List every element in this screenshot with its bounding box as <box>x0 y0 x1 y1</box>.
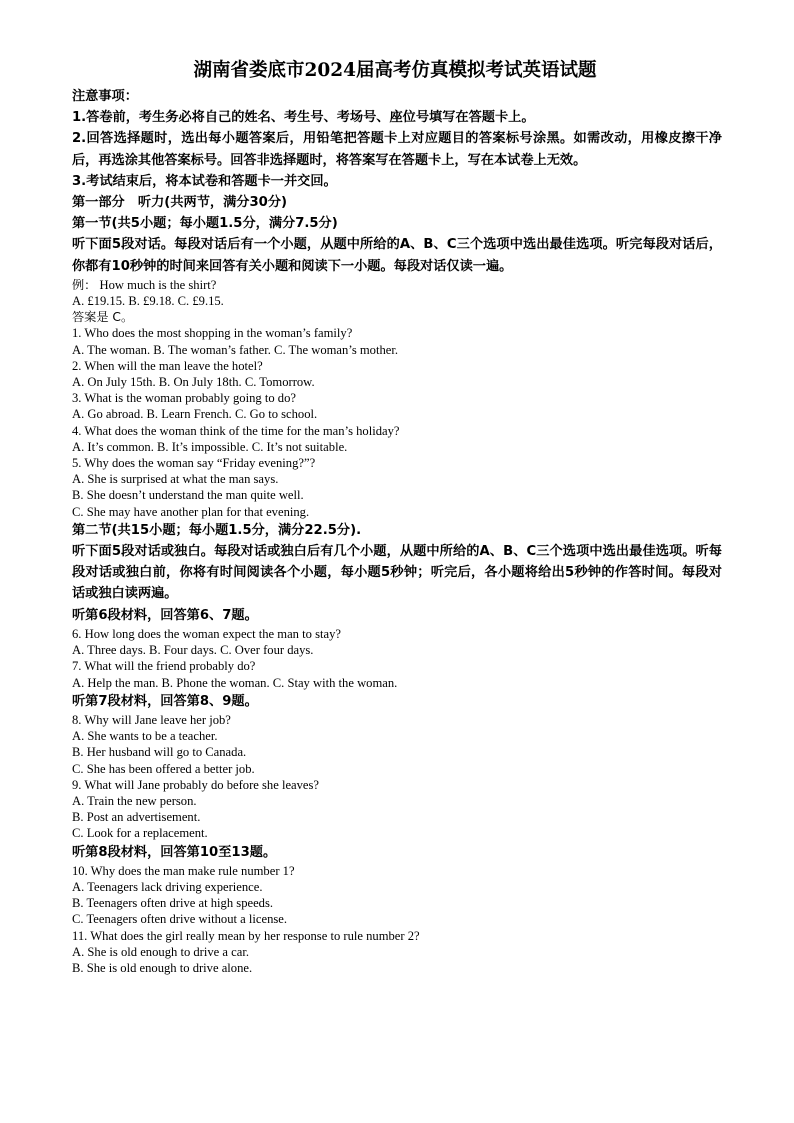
question-11: 11. What does the girl really mean by her response to rule number 2? <box>72 928 420 943</box>
question-4: 4. What does the woman think of the time for the man’s holiday? <box>72 423 400 438</box>
question-10-option-b: B. Teenagers often drive at high speeds. <box>72 896 274 911</box>
question-1-options: A. The woman. B. The woman’s father. C. The woman’s mother. <box>72 342 398 357</box>
notice-item-2: 2.回答选择题时，选出每小题答案后，用铅笔把答题卡上对应题目的答案标号涂黑。如需改动，用橡皮擦干净后，再选涂其他答案标号。回答非选择题时，将答案写在答题卡上，写在本试卷上无效。 <box>72 131 722 168</box>
question-3: 3. What is the woman probably going to do? <box>72 391 296 406</box>
notice-item-3: 3.考试结束后，将本试卷和答题卡一并交回。 <box>72 173 337 189</box>
section1-questions <box>72 325 722 519</box>
question-11-option-a: A. She is old enough to drive a car. <box>72 944 249 959</box>
example-answer: 答案是 C。 <box>72 310 134 325</box>
notice-heading: 注意事项： <box>72 89 138 104</box>
example-question <box>72 277 722 293</box>
part1-heading: 第一部分 听力(共两节，满分30分) <box>72 195 288 211</box>
question-8-option-c: C. She has been offered a better job. <box>72 761 255 776</box>
question-10-option-c: C. Teenagers often drive without a license. <box>72 912 288 927</box>
question-10-option-a: A. Teenagers lack driving experience. <box>72 879 263 894</box>
group-heading-7: 听第7段材料，回答第8、9题。 <box>72 693 258 709</box>
section2-heading: 第二节(共15小题；每小题1.5分，满分22.5分). <box>72 522 362 538</box>
example-question-text: How much is the shirt? <box>99 277 217 292</box>
exam-page <box>72 58 722 976</box>
question-5: 5. Why does the woman say “Friday evening?”? <box>72 456 316 471</box>
question-5-option-b: B. She doesn’t understand the man quite well. <box>72 488 304 503</box>
question-2: 2. When will the man leave the hotel? <box>72 358 263 373</box>
question-9-option-c: C. Look for a replacement. <box>72 826 208 841</box>
question-2-options: A. On July 15th. B. On July 18th. C. Tomorrow. <box>72 375 315 390</box>
question-9-option-b: B. Post an advertisement. <box>72 810 201 825</box>
question-7-options: A. Help the man. B. Phone the woman. C. Stay with the woman. <box>72 675 398 690</box>
question-9: 9. What will Jane probably do before she leaves? <box>72 777 320 792</box>
question-10: 10. Why does the man make rule number 1? <box>72 863 295 878</box>
question-7: 7. What will the friend probably do? <box>72 659 256 674</box>
section1-instruction: 听下面5段对话。每段对话后有一个小题，从题中所给的A、B、C三个选项中选出最佳选项。听完每段对话后，你都有10秒钟的时间来回答有关小题和阅读下一小题。每段对话仅读一遍。 <box>72 237 722 274</box>
question-9-option-a: A. Train the new person. <box>72 793 197 808</box>
question-8-option-b: B. Her husband will go to Canada. <box>72 745 247 760</box>
question-8: 8. Why will Jane leave her job? <box>72 712 231 727</box>
question-4-options: A. It’s common. B. It’s impossible. C. It’s not suitable. <box>72 439 348 454</box>
question-8-option-a: A. She wants to be a teacher. <box>72 729 218 744</box>
section2-instruction: 听下面5段对话或独白。每段对话或独白后有几个小题，从题中所给的A、B、C三个选项中选出最佳选项。听每段对话或独白前，你将有时间阅读各个小题，每小题5秒钟；听完后，各小题将给出5秒钟的作答时间。每段对话或独白读两遍。 <box>72 544 722 602</box>
section1-heading: 第一节(共5小题；每小题1.5分，满分7.5分) <box>72 216 338 232</box>
notice-item-1: 1.答卷前，考生务必将自己的姓名、考生号、考场号、座位号填写在答题卡上。 <box>72 110 535 126</box>
question-5-option-a: A. She is surprised at what the man says. <box>72 472 279 487</box>
group-heading-6: 听第6段材料，回答第6、7题。 <box>72 607 258 623</box>
group-heading-8: 听第8段材料，回答第10至13题。 <box>72 844 277 860</box>
exam-title: 湖南省娄底市2024届高考仿真模拟考试英语试题 <box>193 60 597 81</box>
question-1: 1. Who does the most shopping in the woman’s family? <box>72 326 353 341</box>
example-options: A. £19.15. B. £9.18. C. £9.15. <box>72 294 224 309</box>
example-prefix: 例： <box>72 277 97 292</box>
question-6-options: A. Three days. B. Four days. C. Over four days. <box>72 643 314 658</box>
question-6: 6. How long does the woman expect the man to stay? <box>72 626 341 641</box>
question-5-option-c: C. She may have another plan for that evening. <box>72 504 310 519</box>
question-3-options: A. Go abroad. B. Learn French. C. Go to school. <box>72 407 318 422</box>
question-11-option-b: B. She is old enough to drive alone. <box>72 960 253 975</box>
